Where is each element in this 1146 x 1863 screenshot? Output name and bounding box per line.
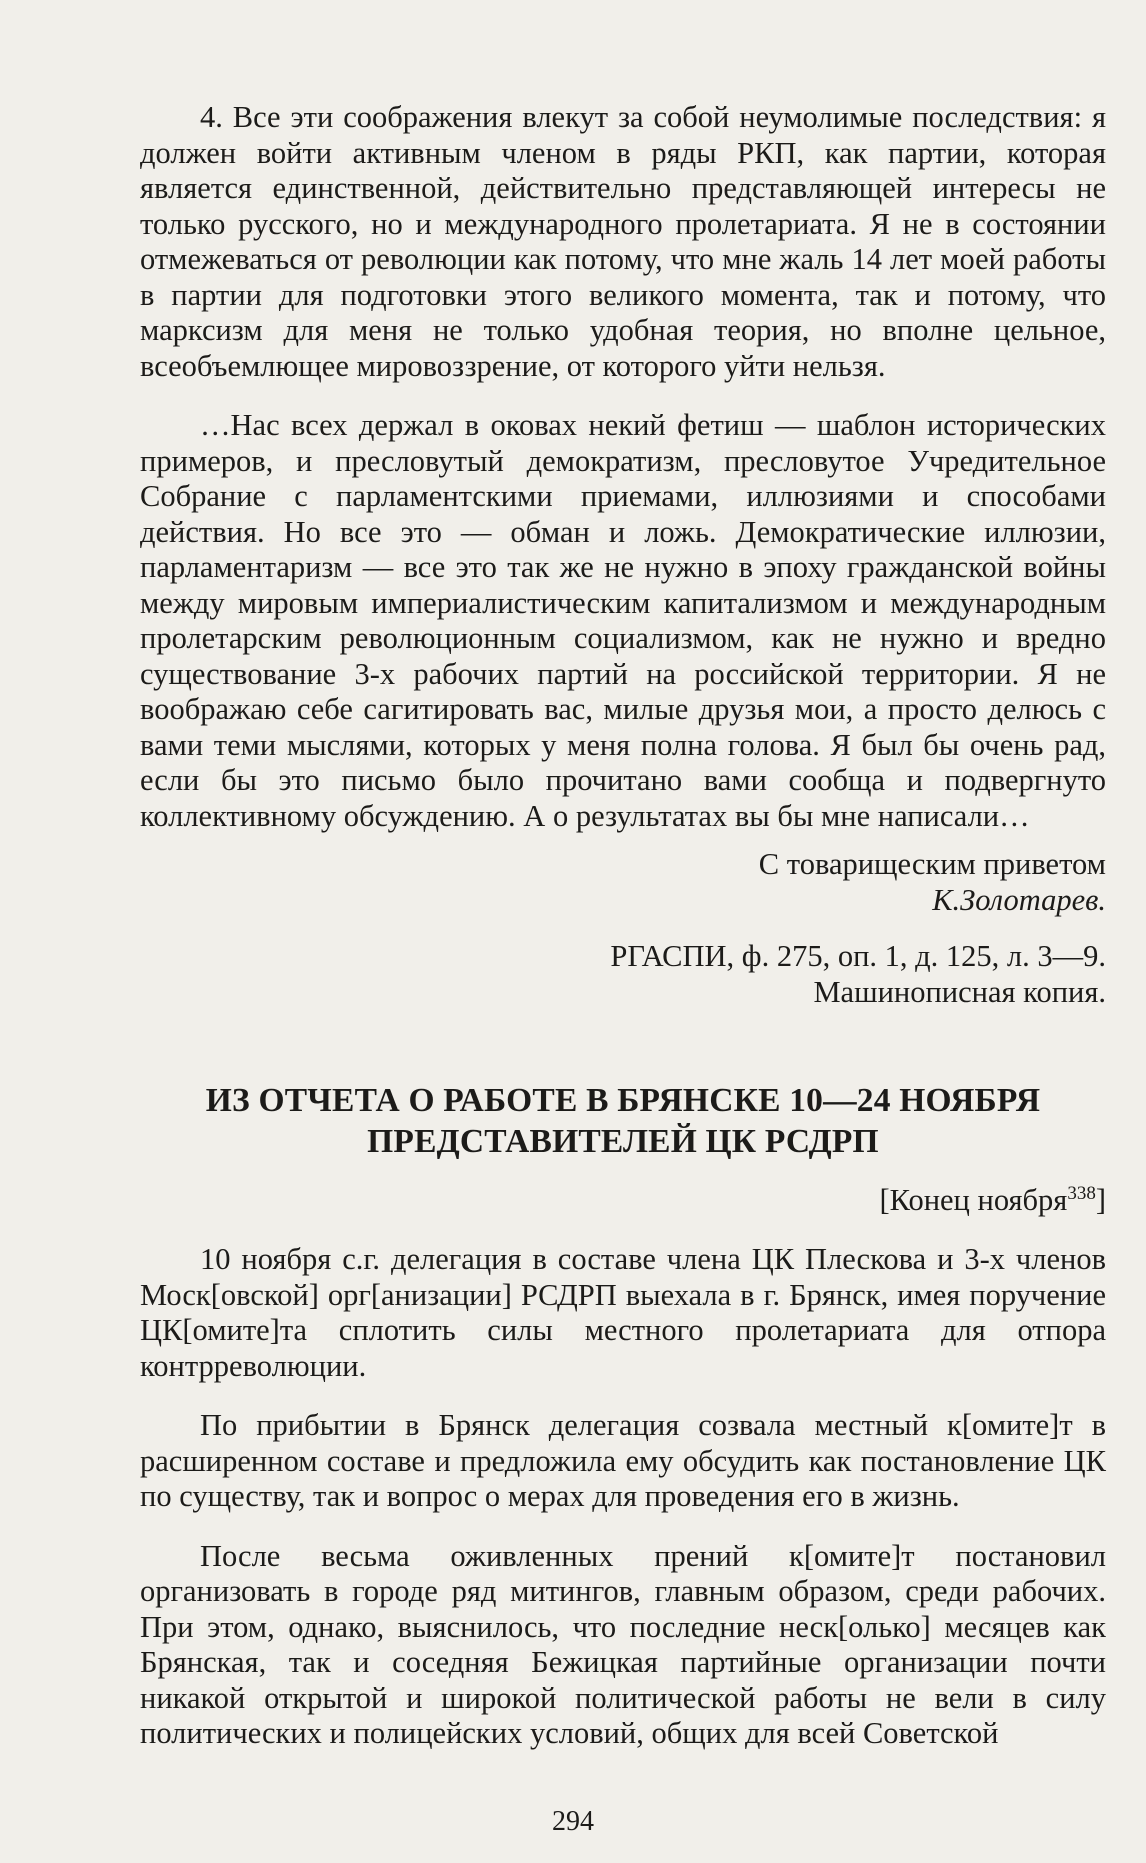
footnote-marker: 338: [1067, 1182, 1096, 1204]
document-title: ИЗ ОТЧЕТА О РАБОТЕ В БРЯНСКЕ 10—24 НОЯБРЯ ПРЕДСТАВИТЕЛЕЙ ЦК РСДРП: [205, 1082, 1041, 1160]
paragraph-letter-fetish: …Нас всех держал в оковах некий фетиш — шаблон исторических примеров, и пресловутый демократизм, пресловутое Учредительное Собрание с парламентскими приемами, иллюзиями и способами действия. Но все это — обман и ложь. Демократические иллюзии, парламентаризм — все это так же не нужно в эпоху гражданской войны между мировым империалистическим капитализмом и международным пролетарским революционным социализмом, как не нужно и вредно существование 3-х рабочих партий на российской территории. Я не воображаю себе сагитировать вас, милые друзья мои, а просто делюсь с вами теми мыслями, которых у меня полна голова. Я был бы очень рад, если бы это письмо было прочитано вами сообща и подвергнуто коллективному обсуждению. А о результатах вы бы мне написали…: [140, 408, 1106, 833]
document-date-text: [Конец ноября: [879, 1183, 1068, 1217]
page-number: 294: [552, 1806, 594, 1837]
paragraph-arrival: По прибытии в Брянск делегация созвала местный к[омите]т в расширенном составе и предложила ему обсудить как постановление ЦК по существу, так и вопрос о мерах для проведения его в жизнь.: [140, 1408, 1106, 1513]
signature-name: К.Золотарев.: [932, 883, 1106, 917]
page-body: [140, 100, 1106, 1752]
paragraph-delegation: 10 ноября с.г. делегация в составе члена ЦК Плескова и 3-х членов Моск[овской] орг[анизации] РСДРП выехала в г. Брянск, имея поручение ЦК[омите]та сплотить силы местного пролетариата для отпора контрреволюции.: [140, 1242, 1106, 1383]
archive-note: Машинописная копия.: [813, 975, 1106, 1009]
archive-reference: РГАСПИ, ф. 275, оп. 1, д. 125, л. 3—9.: [610, 939, 1106, 973]
paragraph-letter-point-4: 4. Все эти соображения влекут за собой неумолимые последствия: я должен войти активным членом в ряды РКП, как партии, которая является единственной, действительно представляющей интересы не только русского, но и международного пролетариата. Я не в состоянии отмежеваться от революции как потому, что мне жаль 14 лет моей работы в партии для подготовки этого великого момента, так и потому, что марксизм для меня не только удобная теория, но вполне цельное, всеобъемлющее мировоззрение, от которого уйти нельзя.: [140, 100, 1106, 383]
document-date: [140, 1182, 1106, 1218]
signature-greeting: С товарищеским приветом: [758, 847, 1106, 881]
document-date-close: ]: [1095, 1183, 1106, 1217]
paragraph-debates: После весьма оживленных прений к[омите]т постановил организовать в городе ряд митингов, главным образом, среди рабочих. При этом, однако, выяснилось, что последние неск[олько] месяцев как Брянская, так и соседняя Бежицкая партийные организации почти никакой открытой и широкой политической работы не вели в силу политических и полицейских условий, общих для всей Советской: [140, 1538, 1106, 1750]
